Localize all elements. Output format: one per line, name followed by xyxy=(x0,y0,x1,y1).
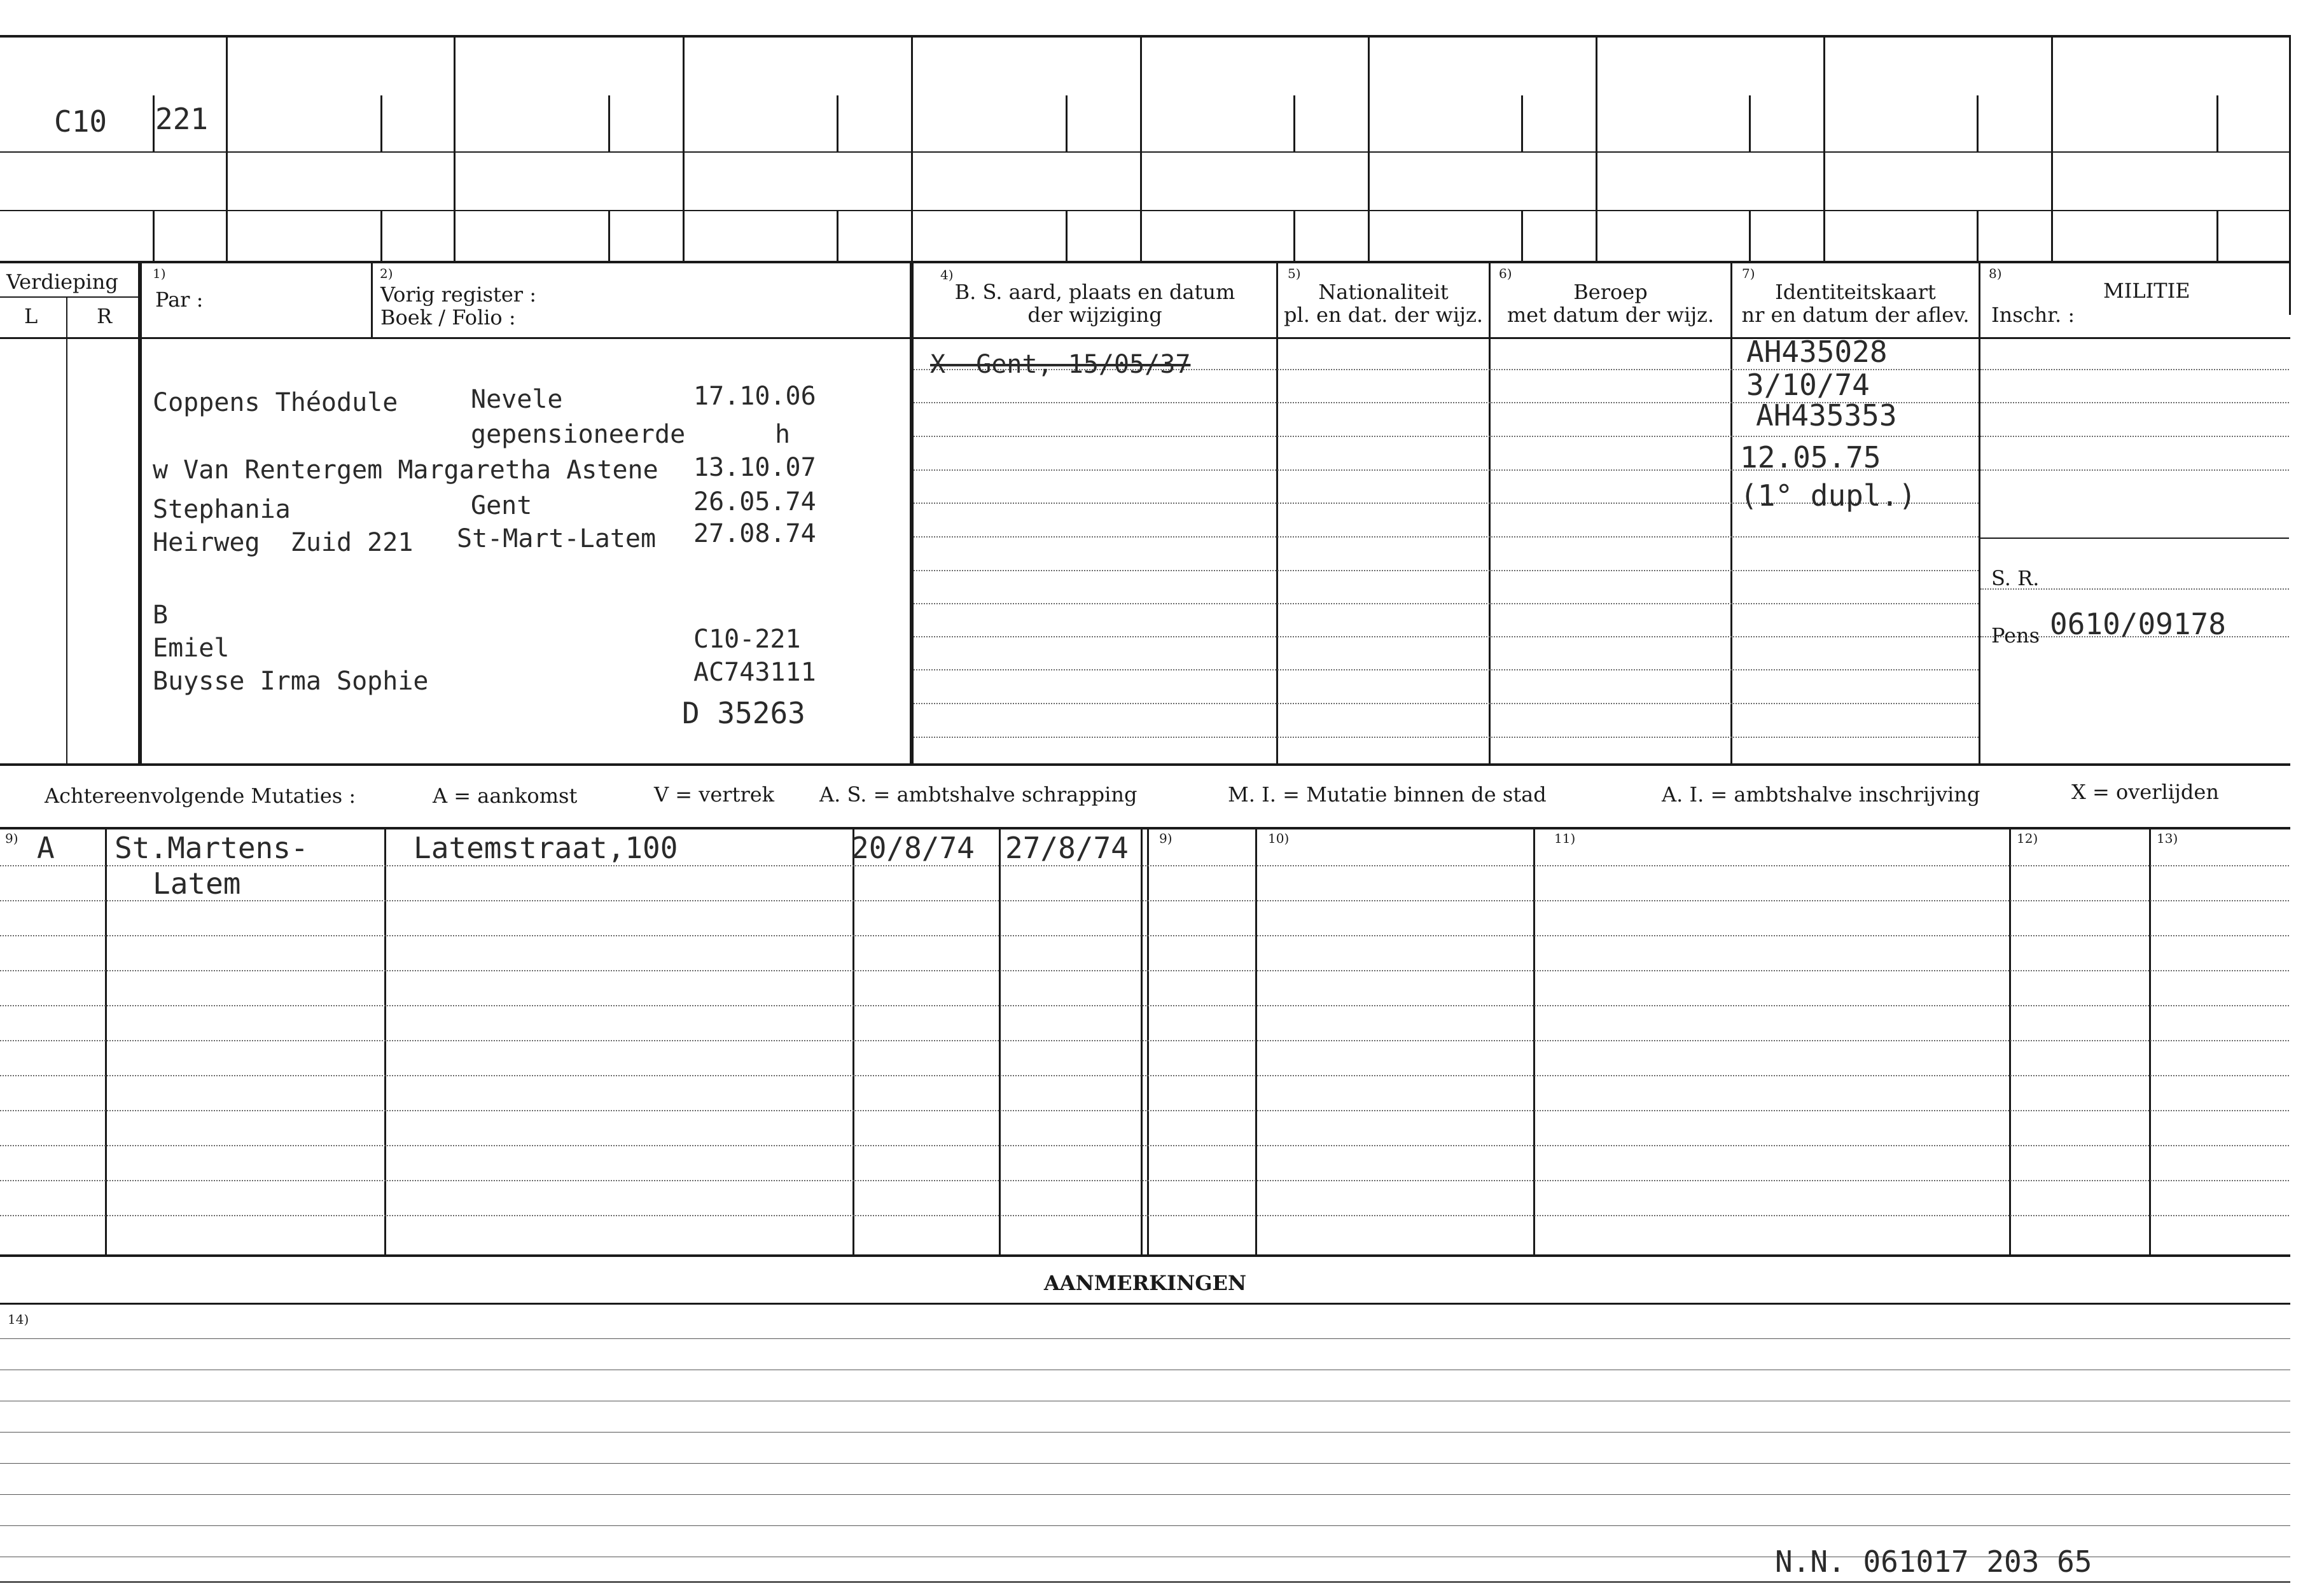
spouse-place: Gent xyxy=(471,491,532,520)
marker-2: 2) xyxy=(380,266,393,281)
marker-10: 10) xyxy=(1268,831,1290,846)
header-id-line1: Identiteitskaart xyxy=(1775,280,1936,304)
header-bs-line1: B. S. aard, plaats en datum xyxy=(954,280,1235,304)
id-card-note: (1° dupl.) xyxy=(1740,478,1916,513)
sr-label: S. R. xyxy=(1991,566,2040,590)
remarks-title: AANMERKINGEN xyxy=(1043,1271,1247,1295)
id-card-date-2: 12.05.75 xyxy=(1740,440,1881,475)
mother-name: Buysse Irma Sophie xyxy=(153,667,429,696)
address: Heirweg Zuid 221 xyxy=(153,528,414,557)
marker-5: 5) xyxy=(1288,266,1301,281)
spouse-date: 13.10.07 xyxy=(693,453,816,482)
legend-v: V = vertrek xyxy=(654,782,775,807)
marker-7: 7) xyxy=(1742,266,1755,281)
letter-b: B xyxy=(153,600,169,630)
cell-code: C10 xyxy=(54,104,108,139)
header-id-line2: nr en datum der aflev. xyxy=(1741,303,1970,327)
mutation-date-1: 20/8/74 xyxy=(851,831,975,865)
code-2: AC743111 xyxy=(693,658,816,687)
marker-13: 13) xyxy=(2157,831,2178,846)
person-birthdate: 17.10.06 xyxy=(693,382,816,411)
mutation-type: A xyxy=(37,831,55,865)
bs-entry: X Gent, 15/05/37 xyxy=(930,350,1191,379)
mutation-date-2: 27/8/74 xyxy=(1005,831,1129,865)
legend-ai: A. I. = ambtshalve inschrijving xyxy=(1662,782,1980,807)
legend-title: Achtereenvolgende Mutaties : xyxy=(45,784,356,808)
marker-12: 12) xyxy=(2017,831,2038,846)
legend-a: A = aankomst xyxy=(433,784,578,808)
national-number: N.N. 061017 203 65 xyxy=(1775,1544,2092,1579)
header-boek-folio: Boek / Folio : xyxy=(380,305,516,330)
marker-6: 6) xyxy=(1499,266,1512,281)
spouse-name: w Van Rentergem Margaretha Astene xyxy=(153,455,658,485)
legend-mi: M. I. = Mutatie binnen de stad xyxy=(1228,782,1547,807)
header-nat-line2: pl. en dat. der wijz. xyxy=(1283,303,1483,327)
mutation-street: Latemstraat,100 xyxy=(414,831,678,865)
person-occupation: gepensioneerde xyxy=(471,420,686,449)
code-3: D 35263 xyxy=(682,696,805,730)
person-name: Coppens Théodule xyxy=(153,388,398,417)
header-bs-line2: der wijziging xyxy=(1027,303,1162,327)
id-card-number-2: AH435353 xyxy=(1756,398,1897,433)
marker-4: 4) xyxy=(940,267,954,282)
header-par: Par : xyxy=(155,288,204,312)
header-militie: MILITIE xyxy=(2103,279,2190,303)
header-left: L xyxy=(24,304,38,328)
marker-9: 9) xyxy=(5,831,18,846)
id-card-date-1: 3/10/74 xyxy=(1746,368,1870,402)
header-right: R xyxy=(97,304,113,328)
legend-as: A. S. = ambtshalve schrapping xyxy=(819,782,1138,807)
legend-x: X = overlijden xyxy=(2071,780,2219,804)
mutation-place-line2: Latem xyxy=(153,866,241,901)
address-date: 27.08.74 xyxy=(693,519,816,548)
pens-value: 0610/09178 xyxy=(2050,607,2226,641)
marker-9b: 9) xyxy=(1159,831,1172,846)
cell-number: 221 xyxy=(155,102,209,136)
mutation-place-line1: St.Martens- xyxy=(115,831,309,865)
code-1: C10-221 xyxy=(693,625,801,654)
marker-1: 1) xyxy=(153,266,166,281)
pens-label: Pens xyxy=(1991,623,2040,648)
spouse-date2: 26.05.74 xyxy=(693,487,816,517)
id-card-number-1: AH435028 xyxy=(1746,335,1888,369)
first-name: Emiel xyxy=(153,634,230,663)
header-verdieping: Verdieping xyxy=(6,270,118,294)
person-birthplace: Nevele xyxy=(471,385,563,414)
marker-8: 8) xyxy=(1989,266,2002,281)
marker-14: 14) xyxy=(8,1312,29,1327)
header-vorig-register: Vorig register : xyxy=(380,282,537,307)
marker-11: 11) xyxy=(1554,831,1576,846)
header-nat-line1: Nationaliteit xyxy=(1318,280,1449,304)
person-occupation-mark: h xyxy=(775,420,791,449)
header-inschr: Inschr. : xyxy=(1991,303,2075,327)
spouse-name2: Stephania xyxy=(153,495,291,524)
address-place: St-Mart-Latem xyxy=(457,524,657,553)
header-beroep-line2: met datum der wijz. xyxy=(1506,303,1715,327)
header-beroep-line1: Beroep xyxy=(1573,280,1648,304)
